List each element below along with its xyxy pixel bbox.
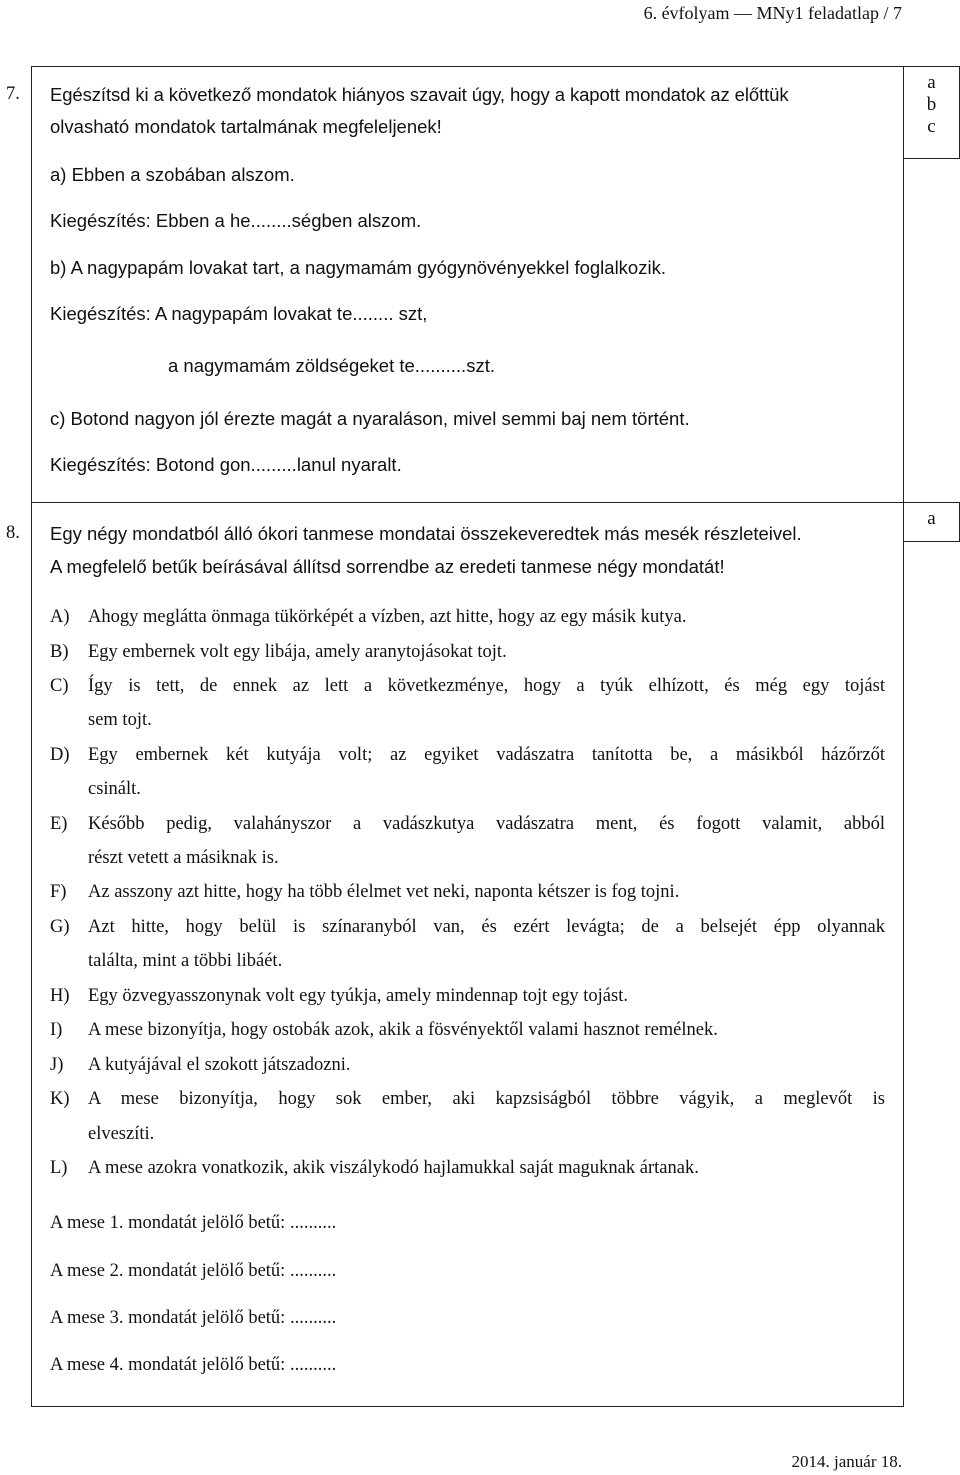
item-letter: E) [50, 814, 68, 834]
item-text: A mese bizonyítja, hogy sok ember, aki kapzsiságból többre vágyik, a meglevőt is [88, 1089, 885, 1109]
task7-b-completion-2: a nagymamám zöldségeket te..........szt. [168, 355, 495, 376]
task8-score-a: a [927, 508, 936, 529]
item-letter: J) [50, 1055, 64, 1075]
item-text: Ahogy meglátta önmaga tükörképét a vízben, azt hitte, hogy az egy másik kutya. [88, 607, 687, 627]
item-letter: F) [50, 882, 67, 902]
page-footer-date: 2014. január 18. [791, 1452, 902, 1471]
item-letter: C) [50, 676, 69, 696]
task7-score-a: a [927, 72, 936, 93]
item-text-continued: elveszíti. [88, 1124, 155, 1144]
item-text: A kutyájával el szokott játszadozni. [88, 1055, 351, 1075]
item-letter: G) [50, 917, 70, 937]
item-letter: D) [50, 745, 70, 765]
item-letter: L) [50, 1158, 68, 1178]
answer-line-3[interactable]: A mese 3. mondatát jelölő betű: .......... [50, 1308, 337, 1328]
item-text: A mese bizonyítja, hogy ostobák azok, akik a fösvényektől valami hasznot remélnek. [88, 1020, 718, 1040]
item-letter: B) [50, 642, 69, 662]
item-text: Egy embernek volt egy libája, amely aranytojásokat tojt. [88, 642, 507, 662]
item-letter: A) [50, 607, 70, 627]
item-letter: H) [50, 986, 70, 1006]
task7-b-sentence: b) A nagypapám lovakat tart, a nagymamám gyógynövényekkel foglalkozik. [50, 257, 666, 278]
task8-instruction-line1: Egy négy mondatból álló ókori tanmese mondatai összekeveredtek más mesék részleteivel. [50, 523, 802, 544]
item-text-continued: sem tojt. [88, 710, 152, 730]
task8-instruction-line2: A megfelelő betűk beírásával állítsd sorrendbe az eredeti tanmese négy mondatát! [50, 556, 725, 577]
item-text: Egy embernek két kutyája volt; az egyiket vadászatra tanította be, a másikból házőrzőt [88, 745, 885, 765]
task7-a-completion: Kiegészítés: Ebben a he........ségben alszom. [50, 210, 422, 231]
task8-score-box [903, 502, 960, 542]
task7-c-completion: Kiegészítés: Botond gon.........lanul nyaralt. [50, 454, 402, 475]
task7-instruction-line1: Egészítsd ki a következő mondatok hiányos szavait úgy, hogy a kapott mondatok az előttük [50, 84, 789, 105]
item-text-continued: csinált. [88, 779, 141, 799]
task7-a-sentence: a) Ebben a szobában alszom. [50, 164, 295, 185]
item-text: Így is tett, de ennek az lett a következménye, hogy a tyúk elhízott, és még egy tojást [88, 676, 885, 696]
item-text: Az asszony azt hitte, hogy ha több élelmet vet neki, naponta kétszer is fog tojni. [88, 882, 680, 902]
task7-b-completion-1: Kiegészítés: A nagypapám lovakat te........ szt, [50, 303, 428, 324]
page-header: 6. évfolyam — MNy1 feladatlap / 7 [643, 3, 902, 23]
task7-score-c: c [927, 116, 936, 137]
task8-number: 8. [6, 523, 20, 543]
item-text-continued: találta, mint a többi libáét. [88, 951, 283, 971]
item-text: A mese azokra vonatkozik, akik viszálykodó hajlamukkal saját maguknak ártanak. [88, 1158, 699, 1178]
item-letter: K) [50, 1089, 70, 1109]
item-text: Azt hitte, hogy belül is színaranyból van, és ezért levágta; de a belsejét épp olyannak [88, 917, 885, 937]
answer-line-4[interactable]: A mese 4. mondatát jelölő betű: .......... [50, 1355, 337, 1375]
answer-line-2[interactable]: A mese 2. mondatát jelölő betű: .......... [50, 1261, 337, 1281]
item-text: Egy özvegyasszonynak volt egy tyúkja, amely mindennap tojt egy tojást. [88, 986, 628, 1006]
item-letter: I) [50, 1020, 63, 1040]
task7-score-b: b [926, 94, 937, 115]
task7-instruction-line2: olvasható mondatok tartalmának megfeleljenek! [50, 116, 442, 137]
item-text-continued: részt vetett a másiknak is. [88, 848, 279, 868]
task7-number: 7. [6, 84, 20, 104]
answer-line-1[interactable]: A mese 1. mondatát jelölő betű: .......... [50, 1213, 337, 1233]
item-text: Később pedig, valahányszor a vadászkutya vadászatra ment, és fogott valamit, abból [88, 814, 885, 834]
task7-score-box [903, 66, 960, 159]
task7-c-sentence: c) Botond nagyon jól érezte magát a nyaraláson, mivel semmi baj nem történt. [50, 408, 690, 429]
